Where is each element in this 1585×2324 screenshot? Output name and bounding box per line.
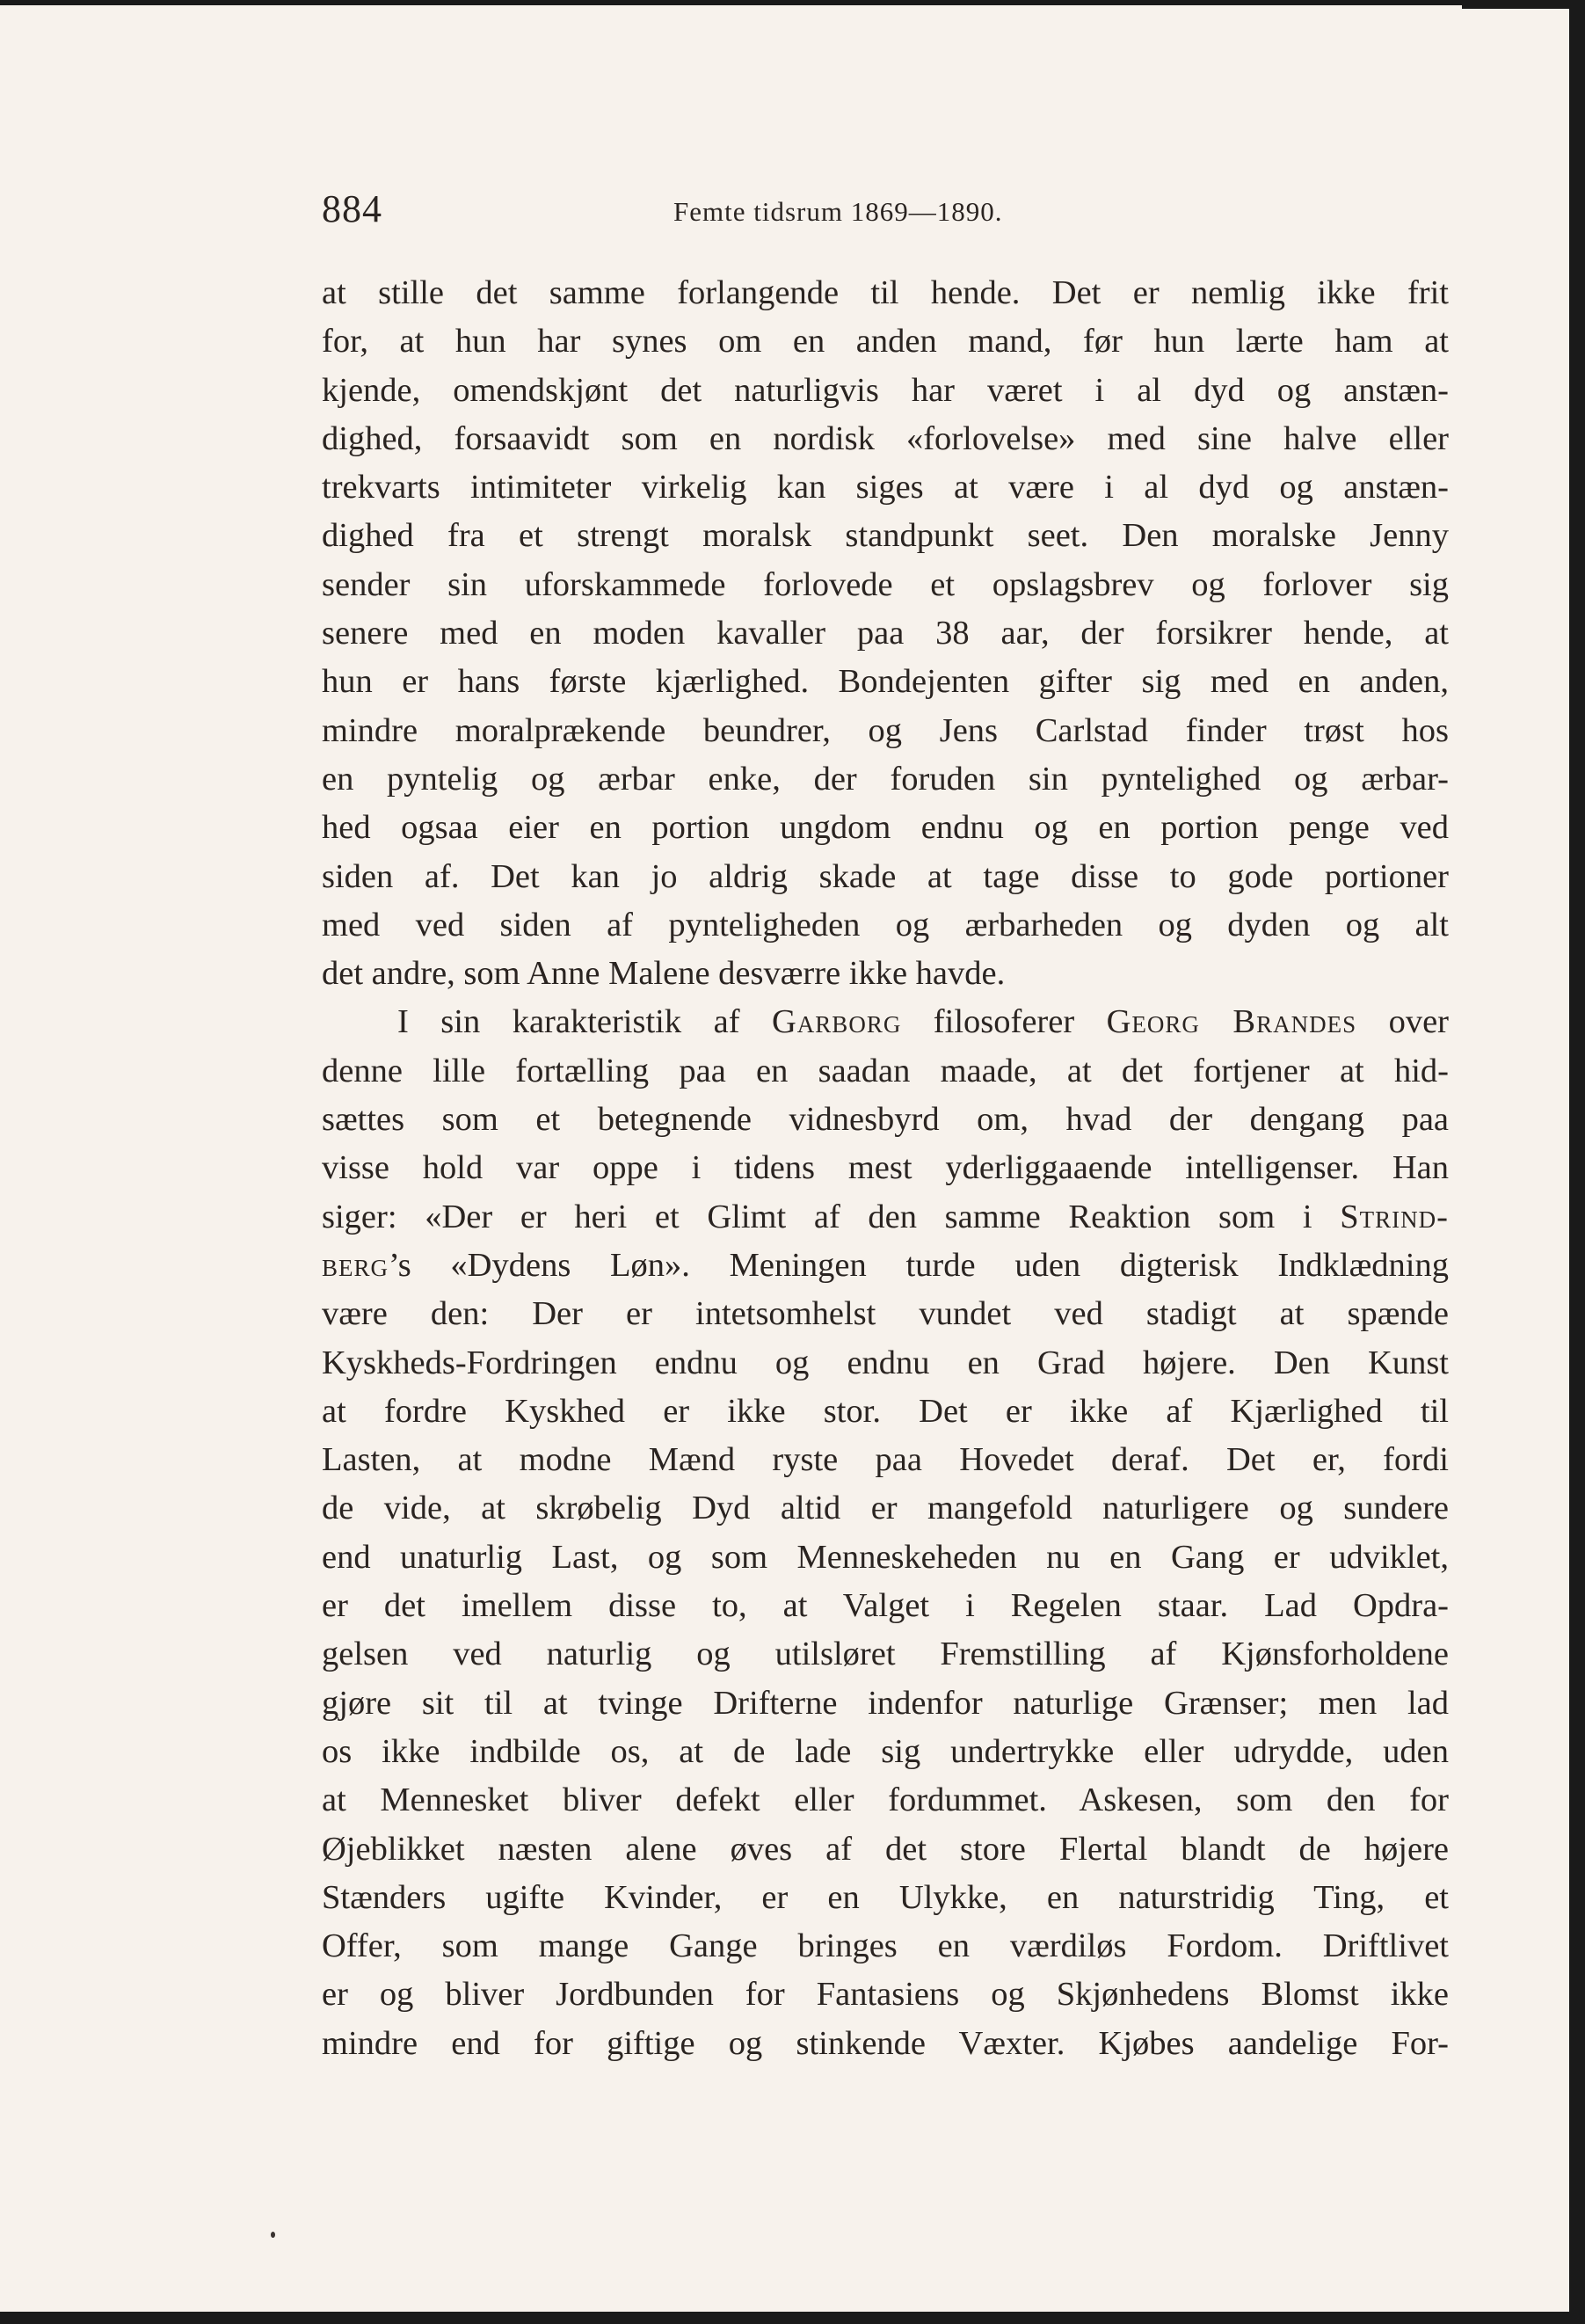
text-line: kjende, omendskjønt det naturligvis har været i al dyd og anstæn- <box>322 371 1449 409</box>
text-line <box>322 998 1449 1046</box>
text-line: hed ogsaa eier en portion ungdom endnu og en portion penge ved <box>322 809 1449 847</box>
text-line <box>322 1193 1449 1242</box>
ink-speck <box>271 2232 275 2238</box>
text-line: for, at hun har synes om en anden mand, før hun lærte ham at <box>322 323 1449 361</box>
paragraph-2 <box>322 998 1449 2068</box>
text-line: med ved siden af pynteligheden og ærbarheden og dyden og alt <box>322 906 1449 943</box>
text-line: dighed fra et strengt moralsk standpunkt seet. Den moralske Jenny <box>322 517 1449 555</box>
text-line: de vide, at skrøbelig Dyd altid er mangefold naturligere og sundere <box>322 1490 1449 1527</box>
author-name-brandes: Georg Brandes <box>1106 1003 1357 1041</box>
text-line: at stille det samme forlangende til hende. Det er nemlig ikke frit <box>322 274 1449 311</box>
text-run: filosoferer <box>901 1003 1107 1041</box>
text-line: siden af. Det kan jo aldrig skade at tage disse to gode portioner <box>322 857 1449 895</box>
scan-border-bottom <box>0 2312 1585 2324</box>
text-line: Kyskheds-Fordringen endnu og endnu en Grad højere. Den Kunst <box>322 1344 1449 1381</box>
text-line: dighed, forsaavidt som en nordisk «forlovelse» med sine halve eller <box>322 419 1449 457</box>
text-line: hun er hans første kjærlighed. Bondejenten gifter sig med en anden, <box>322 663 1449 701</box>
text-line: os ikke indbilde os, at de lade sig undertrykke eller udrydde, uden <box>322 1732 1449 1770</box>
paragraph-1 <box>322 269 1449 998</box>
text-line: en pyntelig og ærbar enke, der foruden sin pyntelighed og ærbar- <box>322 760 1449 798</box>
page-number: 884 <box>322 187 382 230</box>
text-body <box>322 269 1449 2068</box>
text-line: mindre moralprækende beundrer, og Jens Carlstad finder trøst hos <box>322 711 1449 749</box>
text-line: sættes som et betegnende vidnesbyrd om, hvad der dengang paa <box>322 1101 1449 1139</box>
scan-border-top <box>0 0 1585 5</box>
text-line: Offer, som mange Gange bringes en værdiløs Fordom. Driftlivet <box>322 1927 1449 1965</box>
text-line: visse hold var oppe i tidens mest yderliggaaende intelligenser. Han <box>322 1149 1449 1187</box>
text-line: gelsen ved naturlig og utilsløret Fremstilling af Kjønsforholdene <box>322 1636 1449 1673</box>
text-line: end unaturlig Last, og som Menneskeheden nu en Gang er udviklet, <box>322 1538 1449 1576</box>
text-line: gjøre sit til at tvinge Drifterne indenfor naturlige Grænser; men lad <box>322 1684 1449 1722</box>
author-name-strindberg: Strind- <box>1340 1198 1449 1235</box>
author-name-strindberg-cont: berg <box>322 1246 389 1284</box>
text-line: at Mennesket bliver defekt eller fordummet. Askesen, som den for <box>322 1781 1449 1819</box>
text-line: er det imellem disse to, at Valget i Regelen staar. Lad Opdra- <box>322 1587 1449 1625</box>
page-header <box>322 183 1412 236</box>
author-name-garborg: Garborg <box>772 1003 902 1041</box>
text-line: det andre, som Anne Malene desværre ikke havde. <box>322 955 1006 993</box>
text-run: ’s «Dydens Løn». Meningen turde uden digterisk Indklædning <box>389 1246 1449 1284</box>
text-line: Øjeblikket næsten alene øves af det store Flertal blandt de højere <box>322 1830 1449 1868</box>
text-line: sender sin uforskammede forlovede et opslagsbrev og forlover sig <box>322 565 1449 603</box>
text-line: Stænders ugifte Kvinder, er en Ulykke, en naturstridig Ting, et <box>322 1878 1449 1916</box>
text-line: mindre end for giftige og stinkende Væxter. Kjøbes aandelige For- <box>322 2024 1449 2062</box>
text-run: siger: «Der er heri et Glimt af den samme Reaktion som i <box>322 1198 1341 1235</box>
text-line: være den: Der er intetsomhelst vundet ved stadigt at spænde <box>322 1295 1449 1333</box>
text-line: Lasten, at modne Mænd ryste paa Hovedet deraf. Det er, fordi <box>322 1441 1449 1479</box>
scan-border-right <box>1569 0 1585 2324</box>
text-line: trekvarts intimiteter virkelig kan siges at være i al dyd og anstæn- <box>322 469 1449 506</box>
text-line: er og bliver Jordbunden for Fantasiens og Skjønhedens Blomst ikke <box>322 1976 1449 2014</box>
text-line: denne lille fortælling paa en saadan maade, at det fortjener at hid- <box>322 1052 1449 1089</box>
running-head: Femte tidsrum 1869—1890. <box>673 196 1003 227</box>
text-line <box>322 1242 1449 1290</box>
text-line: senere med en moden kavaller paa 38 aar, der forsikrer hende, at <box>322 615 1449 652</box>
scan-border-top-right <box>1462 0 1585 9</box>
text-run: over <box>1356 1003 1449 1041</box>
text-run: I sin karakteristik af <box>397 1003 772 1041</box>
text-line: at fordre Kyskhed er ikke stor. Det er ikke af Kjærlighed til <box>322 1392 1449 1430</box>
